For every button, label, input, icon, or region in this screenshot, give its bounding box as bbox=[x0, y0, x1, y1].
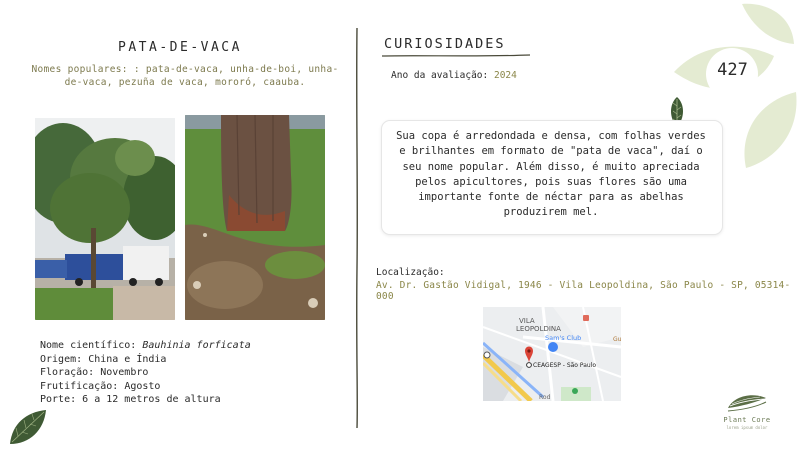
scientific-name-row: Nome científico: Bauhinia forficata bbox=[40, 340, 251, 351]
location-address: Av. Dr. Gastão Vidigal, 1946 - Vila Leopoldina, São Paulo - SP, 05314-000 bbox=[376, 280, 791, 302]
fruiting-row: Frutificação: Agosto bbox=[40, 380, 161, 392]
map-area-label-1: VILA bbox=[519, 317, 535, 325]
brand-name: Plant Core bbox=[723, 416, 771, 424]
map-place-label: CEAGESP - São Paulo bbox=[533, 362, 597, 369]
evaluation-year: Ano da avaliação: 2024 bbox=[391, 70, 517, 81]
species-title: PATA-DE-VACA bbox=[118, 40, 242, 55]
location-label: Localização: bbox=[376, 267, 445, 278]
origin-row: Origem: China e Índia bbox=[40, 353, 167, 365]
leaf-icon-bottom bbox=[6, 406, 48, 448]
scientific-name: Bauhinia forficata bbox=[142, 340, 251, 351]
map-street-label: Rod bbox=[539, 394, 551, 401]
column-divider bbox=[354, 28, 360, 428]
record-number: 427 bbox=[717, 60, 748, 80]
size-row: Porte: 6 a 12 metros de altura bbox=[40, 394, 221, 405]
map-area-label-2: LEOPOLDINA bbox=[516, 325, 561, 333]
curiosities-title: CURIOSIDADES bbox=[384, 36, 506, 52]
map-store-label: Sam's Club bbox=[545, 334, 582, 342]
tree-canopy-photo bbox=[35, 118, 175, 320]
curiosities-text: Sua copa é arredondada e densa, com folhas verdes e brilhantes em formato de "pata de vaca", daí o seu nome popular. Além disso, é muito apreciada pelos apicultores, pois suas flores são uma importante fonte de néctar para as abelhas produzirem mel. bbox=[396, 130, 706, 219]
flowering-row: Floração: Novembro bbox=[40, 367, 149, 378]
map-edge-label: Gu bbox=[613, 336, 621, 343]
title-underline bbox=[382, 53, 530, 59]
popular-names: Nomes populares: : pata-de-vaca, unha-de-boi, unha-de-vaca, pezuña de vaca, mororó, caauba. bbox=[31, 64, 339, 88]
brand-logo-icon bbox=[726, 392, 768, 414]
tree-trunk-photo bbox=[185, 115, 325, 320]
species-details bbox=[40, 339, 251, 407]
location-map[interactable] bbox=[483, 307, 621, 401]
brand-tagline: lorem ipsum dolor bbox=[726, 425, 768, 430]
